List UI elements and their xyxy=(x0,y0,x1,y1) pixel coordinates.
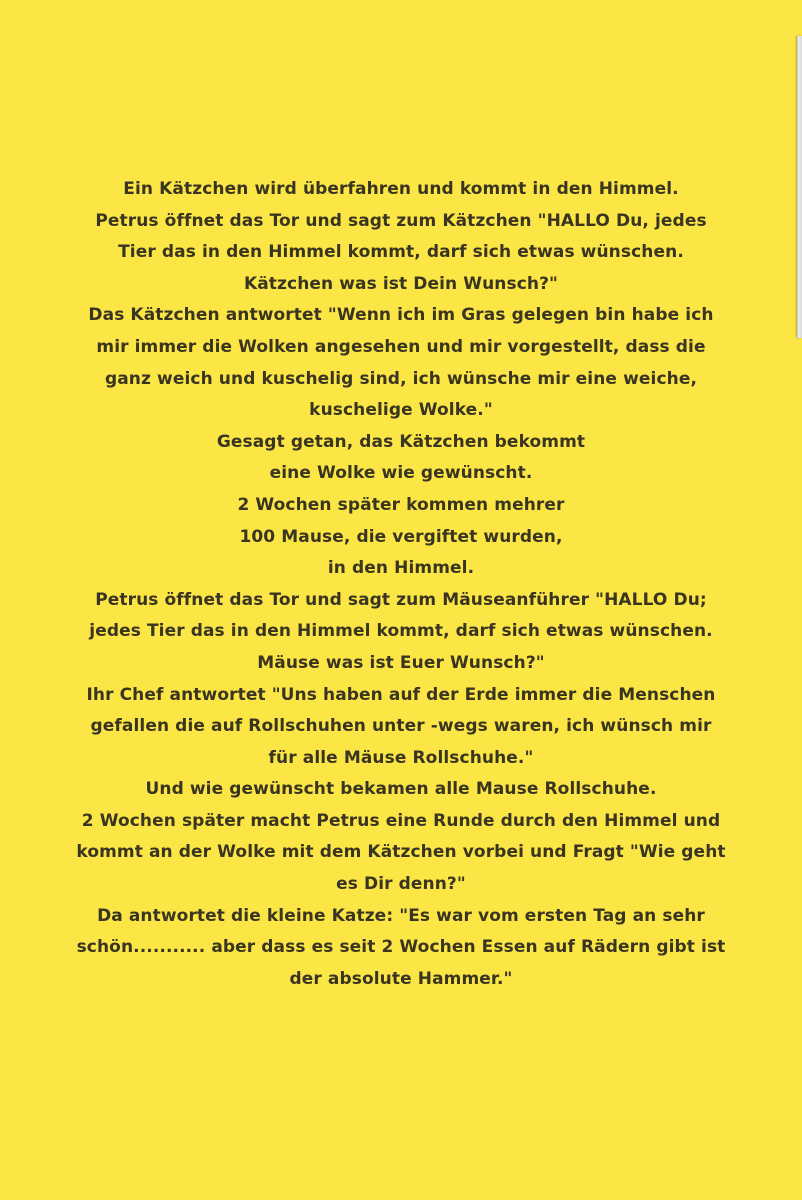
story-line: Gesagt getan, das Kätzchen bekommt xyxy=(216,431,586,452)
story-line: in den Himmel. xyxy=(327,558,475,579)
story-line: 2 Wochen später macht Petrus eine Runde durch den Himmel und xyxy=(81,810,721,831)
scroll-indicator[interactable] xyxy=(797,36,802,338)
story-line: Das Kätzchen antwortet "Wenn ich im Gras gelegen bin habe ich xyxy=(88,305,714,326)
story-line: ganz weich und kuschelig sind, ich wünsche mir eine weiche, xyxy=(104,368,698,389)
story-text xyxy=(40,174,762,995)
story-line: 100 Mause, die vergiftet wurden, xyxy=(239,526,563,547)
story-line: es Dir denn?" xyxy=(336,874,466,895)
story-line: Da antwortet die kleine Katze: "Es war vom ersten Tag an sehr xyxy=(97,905,705,926)
story-line: kuschelige Wolke." xyxy=(309,400,493,421)
story-line: Und wie gewünscht bekamen alle Mause Rollschuhe. xyxy=(145,779,657,800)
story-line: gefallen die auf Rollschuhen unter -wegs waren, ich wünsch mir xyxy=(90,716,712,737)
story-line: kommt an der Wolke mit dem Kätzchen vorbei und Fragt "Wie geht xyxy=(76,842,726,863)
story-line: Mäuse was ist Euer Wunsch?" xyxy=(257,652,545,673)
story-line: eine Wolke wie gewünscht. xyxy=(269,463,533,484)
story-line: 2 Wochen später kommen mehrer xyxy=(237,494,565,515)
story-line: schön........... aber dass es seit 2 Wochen Essen auf Rädern gibt ist xyxy=(76,937,726,958)
story-line: jedes Tier das in den Himmel kommt, darf sich etwas wünschen. xyxy=(89,621,713,642)
story-line: Petrus öffnet das Tor und sagt zum Kätzchen "HALLO Du, jedes xyxy=(95,210,707,231)
story-line: Ein Kätzchen wird überfahren und kommt in den Himmel. xyxy=(123,179,679,199)
story-line: Tier das in den Himmel kommt, darf sich etwas wünschen. xyxy=(118,242,684,263)
story-line: mir immer die Wolken angesehen und mir vorgestellt, dass die xyxy=(96,336,706,357)
story-line: Petrus öffnet das Tor und sagt zum Mäuseanführer "HALLO Du; xyxy=(95,589,707,610)
story-line: der absolute Hammer." xyxy=(289,968,513,989)
story-line: für alle Mäuse Rollschuhe." xyxy=(268,747,534,768)
story-line: Ihr Chef antwortet "Uns haben auf der Erde immer die Menschen xyxy=(86,684,716,705)
story-line: Kätzchen was ist Dein Wunsch?" xyxy=(243,273,559,294)
